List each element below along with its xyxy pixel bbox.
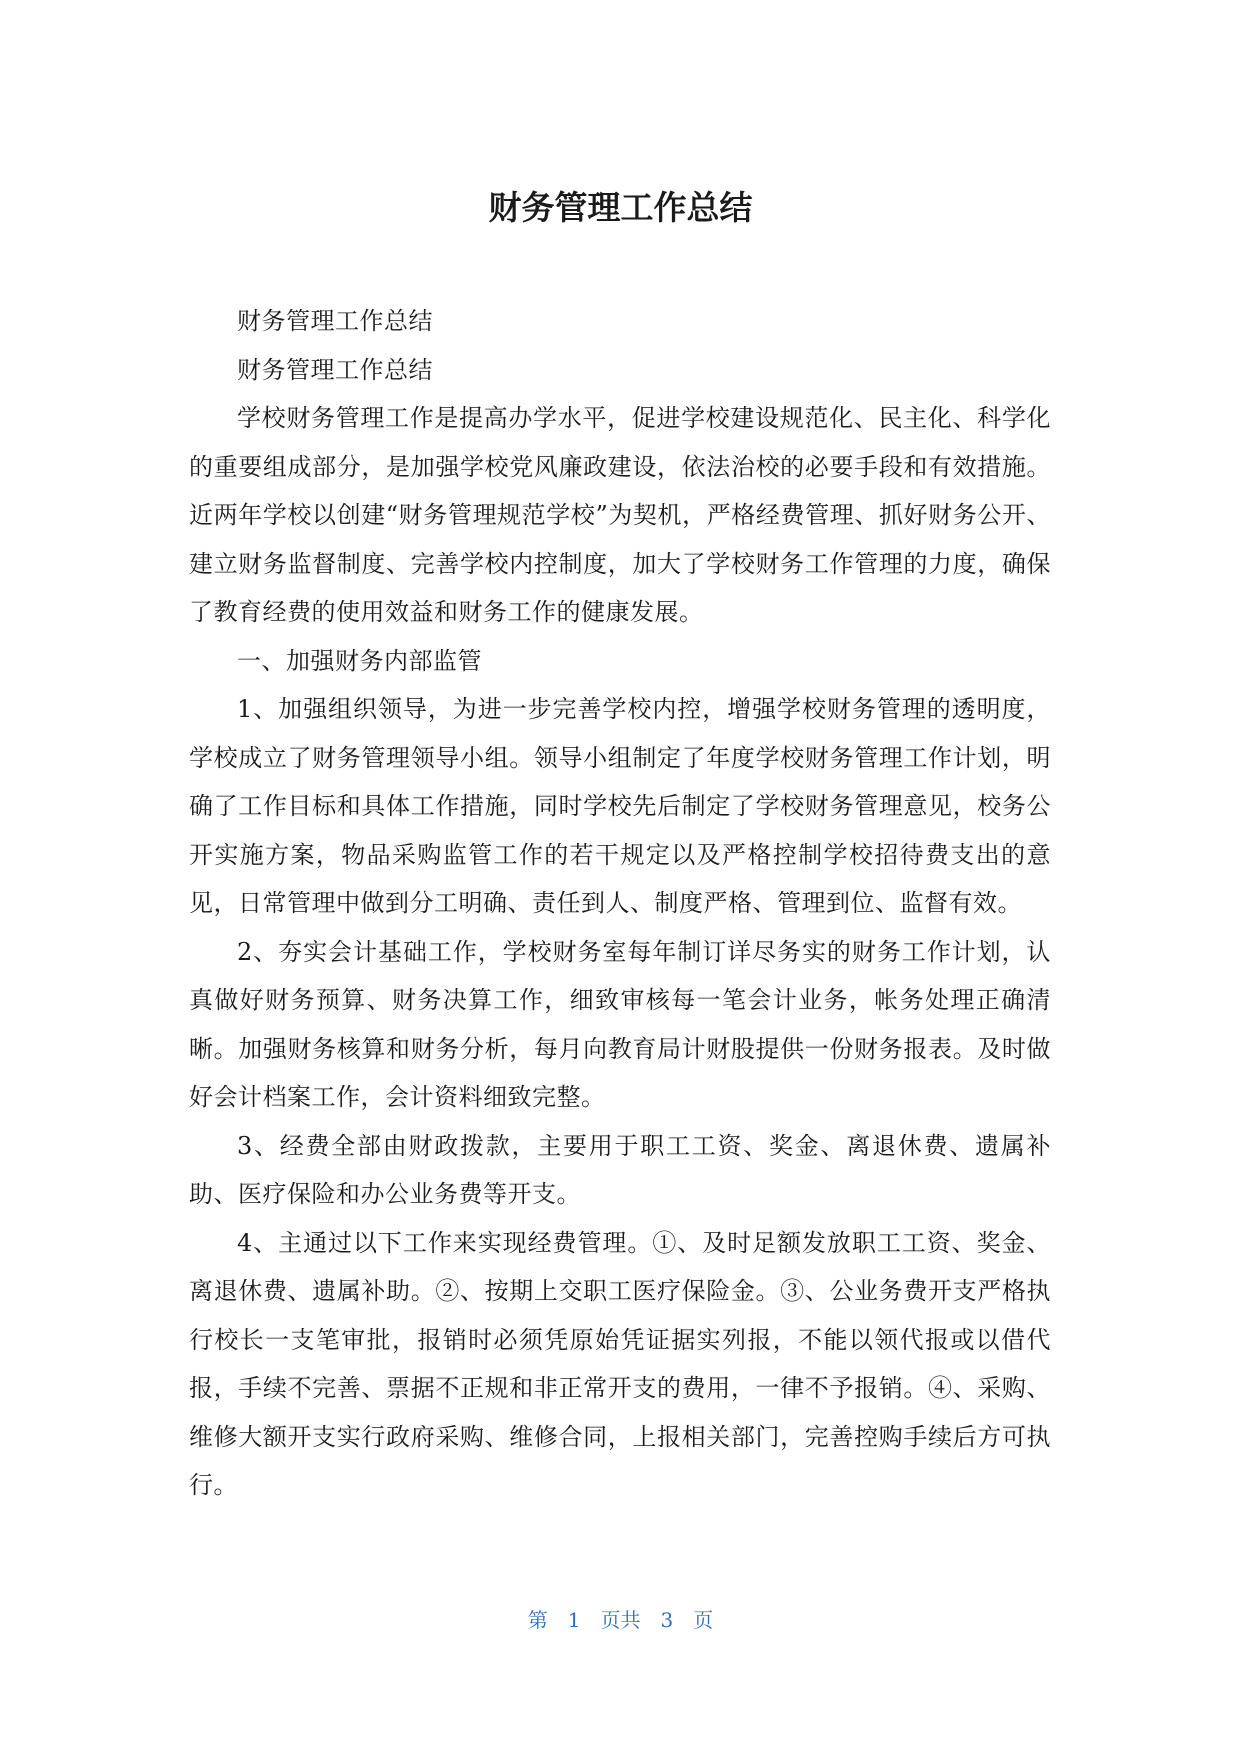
page-footer <box>0 1606 1241 1634</box>
footer-prefix: 第 <box>527 1608 548 1632</box>
paragraph: 财务管理工作总结 <box>237 355 433 384</box>
paragraph: 学校财务管理工作是提高办学水平，促进学校建设规范化、民主化、科学化的重要组成部分，是加强学校党风廉政建设，依法治校的必要手段和有效措施。近两年学校以创建“财务管理规范学校”为契机，严格经费管理、抓好财务公开、建立财务监督制度、完善学校内控制度，加大了学校财务工作管理的力度，确保了教育经费的使用效益和财务工作的健康发展。 <box>189 404 1051 626</box>
document-title: 财务管理工作总结 <box>488 188 753 227</box>
paragraph: 2、夯实会计基础工作，学校财务室每年制订详尽务实的财务工作计划，认真做好财务预算、财务决算工作，细致审核每一笔会计业务，帐务处理正确清晰。加强财务核算和财务分析，每月向教育局计财股提供一份财务报表。及时做好会计档案工作，会计资料细致完整。 <box>189 937 1051 1111</box>
current-page-number: 1 <box>567 1608 581 1632</box>
paragraph: 财务管理工作总结 <box>237 307 433 335</box>
total-pages-number: 3 <box>660 1608 674 1632</box>
paragraph: 1、加强组织领导，为进一步完善学校内控，增强学校财务管理的透明度，学校成立了财务管理领导小组。领导小组制定了年度学校财务管理工作计划，明确了工作目标和具体工作措施，同时学校先后制定了学校财务管理意见，校务公开实施方案，物品采购监管工作的若干规定以及严格控制学校招待费支出的意见，日常管理中做到分工明确、责任到人、制度严格、管理到位、监督有效。 <box>189 695 1051 917</box>
paragraph: 3、经费全部由财政拨款，主要用于职工工资、奖金、离退休费、遗属补助、医疗保险和办公业务费等开支。 <box>189 1131 1051 1208</box>
section-heading: 一、加强财务内部监管 <box>237 646 482 675</box>
paragraph: 4、主通过以下工作来实现经费管理。①、及时足额发放职工工资、奖金、离退休费、遗属补助。②、按期上交职工医疗保险金。③、公业务费开支严格执行校长一支笔审批，报销时必须凭原始凭证据实列报，不能以领代报或以借代报，手续不完善、票据不正规和非正常开支的费用，一律不予报销。④、采购、维修大额开支实行政府采购、维修合同，上报相关部门，完善控购手续后方可执行。 <box>189 1228 1051 1499</box>
footer-middle: 页共 <box>600 1608 641 1632</box>
document-body <box>189 297 1051 1510</box>
footer-suffix: 页 <box>693 1608 714 1632</box>
